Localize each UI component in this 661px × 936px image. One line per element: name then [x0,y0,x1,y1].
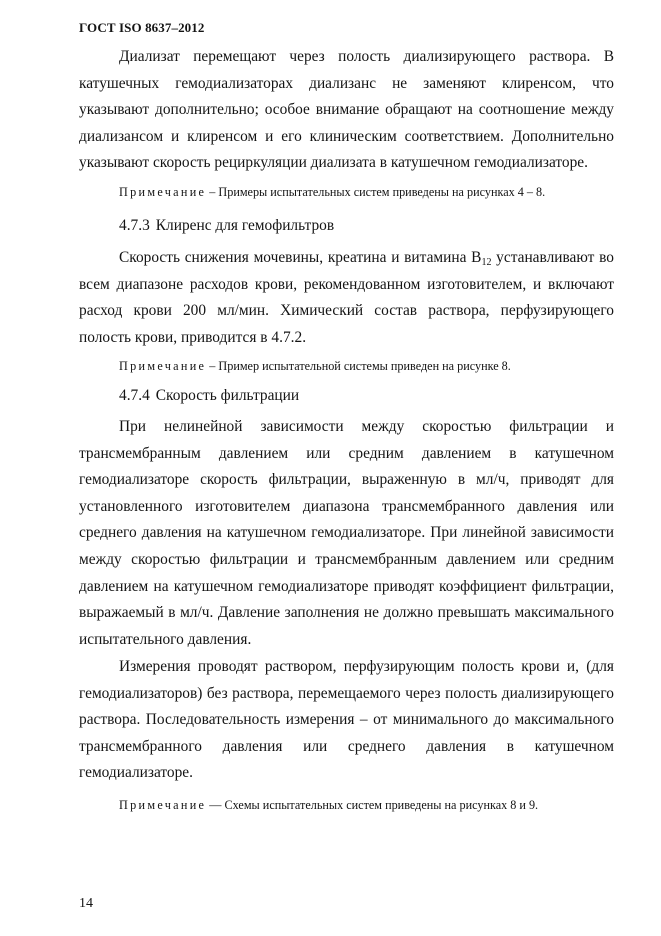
filtration-paragraph [79,414,614,653]
vitamin-subscript: 12 [481,257,492,268]
clearance-text-part1: Скорость снижения мочевины, креатина и витамина В [119,249,482,266]
note-text: — Схемы испытательных систем приведены на рисунках 8 и 9. [206,798,539,812]
filtration-text: При нелинейной зависимости между скоростью фильтрации и трансмембранным давлением или средним давлением в катушечном гемодиализаторе скорость фильтрации, выраженную в мл/ч, приводят для установленного изготовителем диапазона трансмембранного давления или среднего давления на катушечном гемодиализаторе. При линейной зависимости между скоростью фильтрации и трансмембранным давлением или средним давлением на катушечном гемодиализаторе приводят коэффициент фильтрации, выражаемый в мл/ч. Давление заполнения не должно превышать максимального испытательного давления. [79,418,614,648]
dialysate-paragraph [79,44,614,177]
page-number: 14 [79,896,93,911]
note-label: Примечание [119,359,207,373]
note-label: Примечание [119,798,207,812]
dialysate-text: Диализат перемещают через полость диализирующего раствора. В катушечных гемодиализаторах диализанс не заменяют клиренсом, что указывают дополнительно; особое внимание обращают на соотношение между диализансом и клиренсом и его клиническим соответствием. Дополнительно указывают скорость рециркуляции диализата в катушечном гемодиализаторе. [79,48,614,172]
note-label: Примечание [119,185,207,199]
note-figures-4-8 [119,185,545,200]
note-figure-8 [119,359,511,374]
section-heading-4-7-4 [119,387,299,405]
note-text: – Примеры испытательных систем приведены на рисунках 4 – 8. [206,185,546,199]
note-figures-8-9 [119,798,538,813]
measurement-text: Измерения проводят раствором, перфузирующим полость крови и, (для гемодиализаторов) без раствора, перемещаемого через полость диализирующего раствора. Последовательность измерения – от минимального до максимального трансмембранного давления или среднего давления в катушечном гемодиализаторе. [79,658,614,782]
section-heading-4-7-3 [119,217,334,235]
section-title: Клиренс для гемофильтров [155,217,335,234]
section-number: 4.7.3 [119,217,150,234]
section-number: 4.7.4 [119,387,150,404]
section-title: Скорость фильтрации [155,387,300,404]
clearance-text-part2: устанавливают во всем диапазоне расходов крови, рекомендованном изготовителем, и включают расход крови 200 мл/мин. Химический состав раствора, перфузирующего полость крови, приводится в 4.7.2. [79,249,614,346]
clearance-text [79,245,614,351]
measurement-paragraph [79,654,614,787]
clearance-paragraph [79,245,614,351]
document-header: ГОСТ ISO 8637–2012 [79,20,205,35]
note-text: – Пример испытательной системы приведен на рисунке 8. [206,359,511,373]
